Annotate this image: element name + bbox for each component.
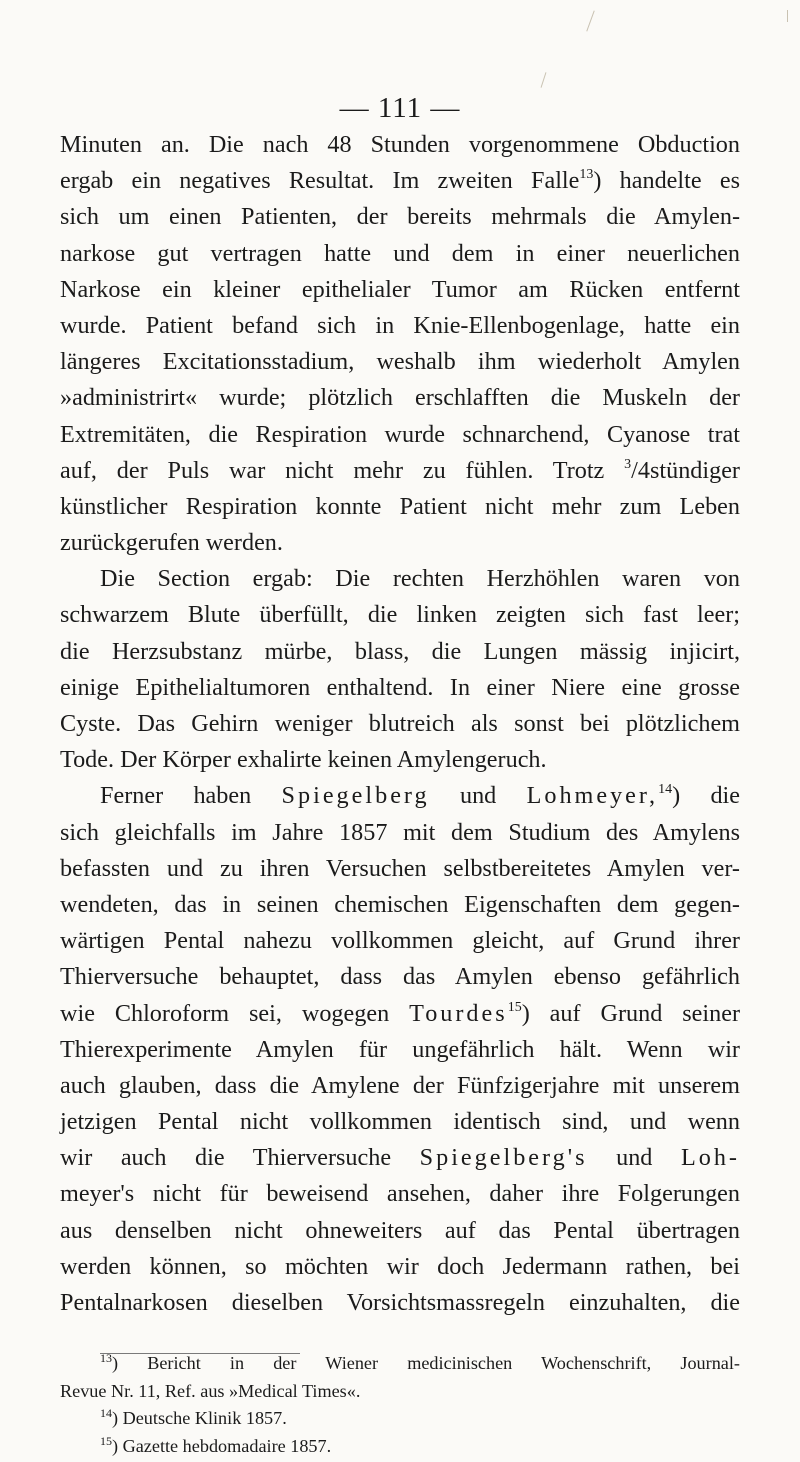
text-line [60, 163, 740, 199]
text-line: jetzigen Pental nicht vollkommen identisch sind, und wenn [60, 1108, 740, 1136]
text-line: Narkose ein kleiner epithelialer Tumor am Rücken entfernt [60, 275, 740, 303]
author-name: Tourdes [409, 999, 508, 1027]
text-line: Tode. Der Körper exhalirte keinen Amylengeruch. [60, 746, 547, 774]
fraction-numerator: 3 [624, 456, 632, 472]
page-number: — 111 — [339, 92, 461, 124]
footnote [60, 1378, 740, 1406]
text-line: werden können, so möchten wir doch Jedermann rathen, bei [60, 1252, 740, 1280]
footnote-ref-13: 13 [579, 167, 594, 183]
footnote-mark: 15 [100, 1433, 112, 1448]
text-line [60, 1140, 740, 1176]
footnote-ref-14: 14 [658, 782, 673, 798]
text-line: zurückgerufen werden. [60, 529, 283, 557]
author-name: Lohmeyer, [526, 782, 659, 810]
scan-mark [787, 10, 788, 22]
text-line: sich um einen Patienten, der bereits mehrmals die Amylen- [60, 203, 740, 231]
text-span: und [616, 1144, 653, 1172]
footnote-text: Revue Nr. 11, Ref. aus »Medical Times«. [60, 1380, 361, 1401]
text-line: wärtigen Pental nahezu vollkommen gleicht, auf Grund ihrer [60, 927, 740, 955]
text-line: narkose gut vertragen hatte und dem in einer neuerlichen [60, 239, 740, 267]
footnote-text: ) Gazette hebdomadaire 1857. [112, 1435, 332, 1456]
text-span: ) die [672, 782, 740, 810]
text-line [60, 778, 740, 814]
footnote-mark: 13 [100, 1351, 112, 1365]
footnotes [60, 1350, 740, 1460]
author-name: Spiegelberg's [419, 1144, 588, 1172]
text-line [60, 453, 740, 489]
text-span: auf, der Puls war nicht mehr zu fühlen. Trotz [60, 456, 605, 484]
text-line: auch glauben, dass die Amylene der Fünfzigerjahre mit unserem [60, 1071, 740, 1099]
footnote [60, 1405, 740, 1433]
text-line: Thierversuche behauptet, dass das Amylen ebenso gefährlich [60, 963, 740, 991]
text-line [60, 996, 740, 1032]
author-name: Spiegelberg [281, 782, 430, 810]
text-line: Die Section ergab: Die rechten Herzhöhlen waren von [100, 565, 740, 593]
text-line: schwarzem Blute überfüllt, die linken zeigten sich fast leer; [60, 601, 740, 629]
text-line: wurde. Patient befand sich in Knie-Ellenbogenlage, hatte ein [60, 311, 740, 339]
text-line: »administrirt« wurde; plötzlich erschlafften die Muskeln der [60, 384, 740, 412]
text-span: und [459, 782, 497, 810]
scan-mark [586, 10, 594, 31]
footnote-text: ) Bericht in der Wiener medicinischen Wochenschrift, Journal- [112, 1353, 740, 1373]
footnote-ref-15: 15 [507, 999, 522, 1015]
text-line: aus denselben nicht ohneweiters auf das Pental übertragen [60, 1216, 740, 1244]
body-text [60, 127, 740, 1321]
text-line: Extremitäten, die Respiration wurde schnarchend, Cyanose trat [60, 420, 740, 448]
footnote-text: ) Deutsche Klinik 1857. [112, 1408, 287, 1428]
text-span: ergab ein negatives Resultat. Im zweiten Falle [60, 167, 580, 195]
footnote [60, 1350, 740, 1378]
text-line: sich gleichfalls im Jahre 1857 mit dem Studium des Amylens [60, 818, 740, 846]
text-span: wie Chloroform sei, wogegen [60, 999, 390, 1027]
text-line: Thierexperimente Amylen für ungefährlich hält. Wenn wir [60, 1035, 740, 1063]
text-line: längeres Excitationsstadium, weshalb ihm wiederholt Amylen [60, 348, 740, 376]
text-line: wendeten, das in seinen chemischen Eigenschaften dem gegen- [60, 890, 740, 918]
footnote [60, 1433, 740, 1461]
text-line: einige Epithelialtumoren enthaltend. In einer Niere eine grosse [60, 673, 740, 701]
text-span: Ferner haben [100, 782, 252, 810]
text-line: Cyste. Das Gehirn weniger blutreich als sonst bei plötzlichem [60, 710, 740, 737]
text-line: meyer's nicht für beweisend ansehen, daher ihre Folgerungen [60, 1180, 740, 1208]
text-span: ) handelte es [593, 167, 740, 195]
text-span: wir auch die Thierversuche [60, 1144, 392, 1172]
text-line: Minuten an. Die nach 48 Stunden vorgenommene Obduction [60, 131, 740, 158]
text-line: die Herzsubstanz mürbe, blass, die Lungen mässig injicirt, [60, 637, 740, 665]
text-line: künstlicher Respiration konnte Patient nicht mehr zum Leben [60, 492, 740, 520]
fraction-denominator: /4 [631, 456, 650, 484]
footnote-mark: 14 [100, 1406, 112, 1420]
text-line: Pentalnarkosen dieselben Vorsichtsmassregeln einzuhalten, die [60, 1289, 740, 1316]
text-span: stündiger [649, 456, 740, 484]
scan-mark [541, 72, 547, 88]
text-span: ) auf Grund seiner [521, 999, 740, 1027]
author-name: Loh- [680, 1144, 740, 1172]
text-line: befassten und zu ihren Versuchen selbstbereitetes Amylen ver- [60, 854, 740, 882]
